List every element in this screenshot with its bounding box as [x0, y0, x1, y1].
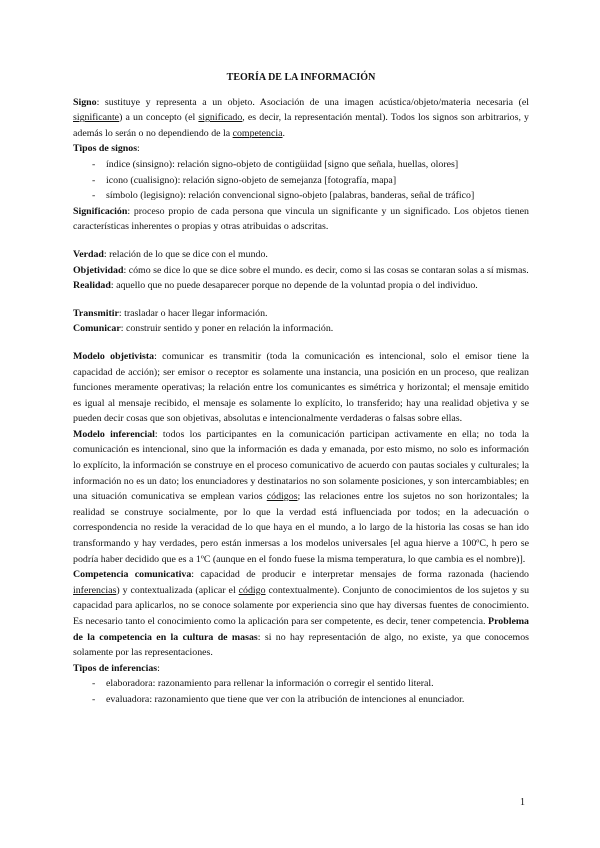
paragraph-objetividad: Objetividad: cómo se dice lo que se dice sobre el mundo. es decir, como si las cosas se contaran solas a sí mismas. [73, 264, 529, 276]
spacer [73, 337, 529, 349]
list-tipos-signos [73, 157, 529, 204]
page-number: 1 [520, 797, 525, 808]
paragraph-comunicar: Comunicar: construir sentido y poner en relación la información. [73, 323, 334, 335]
list-tipos-inferencias [73, 676, 529, 707]
paragraph-signo: Signo: sustituye y representa a un objeto. Asociación de una imagen acústica/objeto/materia necesaria (el significante) a un concepto (el significado, es decir, la representación mental). Todos los signos son arbitrarios, y además lo serán o no dependiendo de la competencia. [73, 96, 529, 139]
heading-tipos-inferencias: Tipos de inferencias: [73, 662, 160, 674]
paragraph-verdad: Verdad: relación de lo que se dice con el mundo. [73, 248, 268, 260]
list-item: - índice (sinsigno): relación signo-objeto de contigüidad [signo que señala, huellas, olores] [92, 157, 529, 173]
link-codigo: código [238, 584, 266, 596]
link-competencia: competencia [232, 127, 283, 139]
link-codigos: códigos [266, 491, 298, 503]
document-body [73, 70, 529, 708]
list-item: - símbolo (legisigno): relación convencional signo-objeto [palabras, banderas, señal de tráfico] [92, 188, 529, 204]
link-significante: significante [73, 112, 120, 124]
spacer [73, 235, 529, 247]
paragraph-realidad: Realidad: aquello que no puede desaparecer porque no depende de la voluntad propia o del individuo. [73, 280, 478, 292]
document-title: TEORÍA DE LA INFORMACIÓN [226, 72, 376, 83]
paragraph-significacion: Significación: proceso propio de cada persona que vincula un significante y un significado. Los objetos tienen características inherentes o propias y otras atribuidas o adscritas. [73, 205, 529, 233]
list-item: - evaluadora: razonamiento que tiene que ver con la atribución de intenciones al enunciador. [92, 692, 529, 708]
paragraph-competencia: Competencia comunicativa: capacidad de producir e interpretar mensajes de forma razonada (haciendo inferencias) y contextualizada (aplicar el código contextualmente). Conjunto de conocimientos de los sujetos y su capacidad para aplicarlos, no se conoce solamente por experiencia sino que hay diversas fuentes de conocimiento. Es necesario tanto el conocimiento como la aplicación para ser competente, es decir, tener competencia. Problema de la competencia en la cultura de masas: si no hay representación de algo, no existe, ya que conocemos solamente por las representaciones. [73, 569, 530, 659]
term-problema-competencia: Problema de la competencia en la cultura de masas [73, 616, 529, 643]
paragraph-modelo-objetivista: Modelo objetivista: comunicar es transmitir (toda la comunicación es intencional, solo el emisor tiene la capacidad de acción); ser emisor o receptor es solamente una instancia, una posición en un proceso, que realizan funciones meramente operativas; la relación entre los comunicantes es simétrica y horizontal; el mensaje emitido es igual al mensaje recibido, el mensaje es solamente lo explícito, lo transferido; hay una realidad objetiva y se pueden decir cosas que son objetivas, absolutas e intencionalmente verdaderas o falsas sobre ellas. [73, 350, 529, 425]
list-item: - icono (cualisigno): relación signo-objeto de semejanza [fotografía, mapa] [92, 173, 529, 189]
paragraph-modelo-inferencial: Modelo inferencial: todos los participantes en la comunicación participan activamente en ella; no toda la comunicación es intencional, sino que la información es dada y emanada, por esto mismo, no solo es información lo explícito, la información se construye en el proceso comunicativo de acuerdo con pautas sociales y culturales; la información no es un dato; los enunciadores y destinatarios no son solamente posiciones, y son intercambiables; en una situación comunicativa se emplean varios códigos; las relaciones entre los sujetos no son horizontales; la realidad se construye socialmente, por lo que la verdad está influenciada por todos; en la adecuación o correspondencia no reside la veracidad de lo que haya en el mundo, a lo largo de la historia las cosas se han ido transformando y hay verdades, pero están inmersas a los modelos universales [el agua hierve a 100ºC, h pero se podría haber decidido que es a 1ºC (aunque en el fondo fuese la misma temperatura, lo que cambia es el nombre)]. [73, 428, 529, 565]
link-inferencias: inferencias [73, 584, 117, 596]
list-item: - elaboradora: razonamiento para rellenar la información o corregir el sentido literal. [92, 676, 529, 692]
link-significado: significado [198, 112, 243, 124]
spacer [73, 294, 529, 306]
term-signo: Signo [73, 96, 97, 108]
paragraph-transmitir: Transmitir: trasladar o hacer llegar información. [73, 307, 268, 319]
heading-tipos-signos: Tipos de signos: [73, 143, 140, 155]
